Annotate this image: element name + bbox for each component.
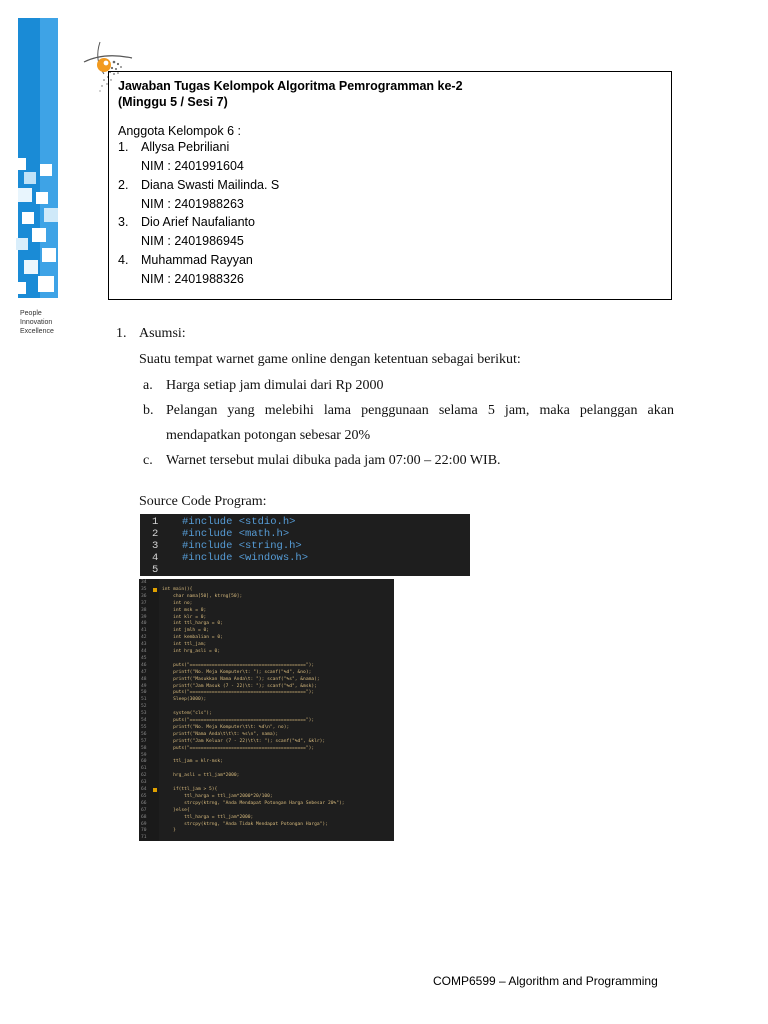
code-line-text: int ttl_harga = 0; [162,621,223,627]
code-row [139,601,394,607]
subitem-marker: b. [143,403,154,418]
code-row [139,815,394,821]
code-row [139,642,394,648]
code-row [139,587,394,593]
code-row [139,711,394,717]
code-line-number: 57 [141,738,147,744]
code-row [139,608,394,614]
code-row [139,773,394,779]
code-row [139,580,394,586]
code-line-text: int main(){ [162,586,193,592]
code-row [139,787,394,793]
code-row [139,684,394,690]
code-row [139,835,394,841]
code-line-text: int kembalian = 0; [162,635,223,641]
code-line-number: 47 [141,669,147,675]
code-row [139,822,394,828]
code-line-text: ttl_jam = klr-msk; [162,759,223,765]
code-line-number: 50 [141,690,147,696]
code-fold-icon[interactable] [153,788,157,792]
code-fold-icon[interactable] [153,588,157,592]
code-line-text: int ttl_jam; [162,642,207,648]
code-line-number: 36 [141,593,147,599]
code-row [139,753,394,759]
code-row [139,677,394,683]
code-line-number: 56 [141,731,147,737]
code-line-number: 44 [141,649,147,654]
code-row [139,801,394,807]
assignment-title: Jawaban Tugas Kelompok Algoritma Pemrogramman ke-2 [118,79,463,93]
code-line-text: }else{ [162,807,190,813]
code-line-text: system("cls"); [162,711,212,717]
code-line-number: 39 [141,614,147,620]
assignment-header-box: Jawaban Tugas Kelompok Algoritma Pemrogramman ke-2 (Minggu 5 / Sesi 7) Anggota Kelompok 6 : 1. Allysa Pebriliani NIM : 2401991604 2. Diana Swasti Mailinda. S NIM : 2401988263 3. Dio Arief Naufalianto NIM : 2401986945 4. Muhammad Rayyan NIM : 2401988326 [108,71,672,300]
code-row [139,670,394,676]
code-line-text: if(ttl_jam > 5){ [162,787,218,792]
code-line-number: 62 [141,773,147,779]
code-line-number: 71 [141,835,147,841]
code-row [139,725,394,731]
code-row [139,794,394,800]
code-block-includes [140,514,470,576]
code-row [139,704,394,710]
code-row [139,663,394,669]
code-line-number: 1 [152,516,159,528]
code-line-text: printf("No. Meja Komputer\t\t: %d\n", no); [162,724,290,730]
code-line-text: puts("=========================================="); [162,662,315,668]
members-heading: Anggota Kelompok 6 : [118,124,241,138]
code-line-number: 41 [141,628,147,634]
code-line-number: 59 [141,752,147,758]
code-line-number: 68 [141,814,147,820]
code-row [139,739,394,745]
code-row [139,828,394,834]
code-row [139,656,394,662]
code-line-text: strcpy(ktrng, "Anda Mendapat Potongan Harga Sebesar 20%"); [162,800,345,806]
code-line-text: puts("=========================================="); [162,690,315,696]
code-block-main [139,579,394,841]
code-line-number: 53 [141,711,147,717]
code-line-text: char nama[50], ktrng[50]; [162,593,243,599]
code-line-text: #include <string.h> [182,540,302,552]
code-line-text: #include <stdio.h> [182,516,296,528]
code-line-number: 63 [141,780,147,786]
code-line-text: puts("=========================================="); [162,745,315,751]
code-line-text: int msk = 0; [162,607,207,613]
code-line-number: 42 [141,635,147,641]
code-row [139,766,394,772]
code-line-text: int hrg_asli = 0; [162,649,221,654]
page-footer: COMP6599 – Algorithm and Programming [433,974,658,988]
code-row [139,594,394,600]
brand-tagline: People Innovation Excellence [20,310,54,335]
pixel-pattern-graphic [14,158,58,298]
code-line-text: hrg_asli = ttl_jam*2000; [162,773,240,779]
code-line-number: 43 [141,642,147,648]
code-line-number: 48 [141,676,147,682]
code-line-number: 61 [141,766,147,772]
code-line-text: puts("=========================================="); [162,718,315,723]
code-line-number: 58 [141,745,147,751]
code-line-text: printf("Nama Anda\t\t\t: %s\n", nama); [162,731,279,737]
code-line-number: 40 [141,621,147,627]
subitem-marker: c. [143,453,153,468]
code-line-number: 49 [141,683,147,689]
code-line-text: printf("No. Meja Komputer\t: "); scanf("%d", &no); [162,669,312,675]
code-line-number: 45 [141,655,147,661]
subitem-marker: a. [143,378,153,393]
code-line-text: int klr = 0; [162,614,207,620]
code-line-text: int no; [162,600,193,606]
code-line-number: 52 [141,704,147,710]
code-row [139,615,394,621]
assignment-session: (Minggu 5 / Sesi 7) [118,95,228,109]
code-line-number: 69 [141,821,147,827]
code-line-text: int jmlh = 0; [162,628,210,634]
code-row [139,780,394,786]
code-row [139,697,394,703]
code-line-text: printf("Jam Masuk (7 - 22)\t: "); scanf("%d", &msk); [162,683,317,689]
subitem-text: Warnet tersebut mulai dibuka pada jam 07:00 – 22:00 WIB. [166,453,501,468]
code-line-text: printf("Jam Keluar (7 - 22)\t\t: "); scanf("%d", &klr); [162,738,326,744]
code-line-number: 65 [141,793,147,799]
source-code-label: Source Code Program: [139,494,267,509]
code-row [139,808,394,814]
subitem-text-continued: mendapatkan potongan sebesar 20% [166,428,371,443]
intro-paragraph: Suatu tempat warnet game online dengan ketentuan sebagai berikut: [139,352,521,367]
code-line-number: 4 [152,552,159,564]
code-line-number: 5 [152,564,159,576]
code-row [139,628,394,634]
subitem-text: Pelangan yang melebihi lama penggunaan selama 5 jam, maka pelanggan akan [166,403,674,418]
code-line-number: 38 [141,607,147,613]
subitem-text: Harga setiap jam dimulai dari Rp 2000 [166,378,384,393]
code-line-number: 60 [141,759,147,765]
code-line-number: 55 [141,724,147,730]
code-line-number: 35 [141,586,147,592]
code-line-text: Sleep(3000); [162,697,207,703]
code-line-number: 46 [141,662,147,668]
brand-band [0,18,58,298]
code-line-number: 34 [141,580,147,585]
code-line-text: strcpy(ktrng, "Anda Tidak Mendapat Potongan Harga"); [162,821,328,827]
code-line-text: ttl_harga = ttl_jam*2000; [162,814,254,820]
code-line-text: ttl_harga = ttl_jam*2000*20/100; [162,793,273,799]
code-line-text: printf("Masukkan Nama Anda\t: "); scanf("%s", &nama); [162,676,320,682]
code-row [139,732,394,738]
code-line-number: 54 [141,718,147,723]
code-line-number: 37 [141,600,147,606]
code-row [139,690,394,696]
code-line-number: 66 [141,800,147,806]
code-line-text: } [162,828,176,834]
code-row [139,718,394,724]
code-row [139,746,394,752]
code-line-number: 3 [152,540,159,552]
code-row [139,759,394,765]
code-line-text: #include <math.h> [182,528,290,540]
code-row [139,649,394,655]
code-row [139,635,394,641]
item-title: Asumsi: [139,326,186,341]
code-line-number: 70 [141,828,147,834]
code-line-text: #include <windows.h> [182,552,309,564]
code-line-number: 51 [141,697,147,703]
code-line-number: 2 [152,528,159,540]
code-line-number: 67 [141,807,147,813]
item-number: 1. [116,326,127,341]
code-row [139,621,394,627]
code-line-number: 64 [141,787,147,792]
